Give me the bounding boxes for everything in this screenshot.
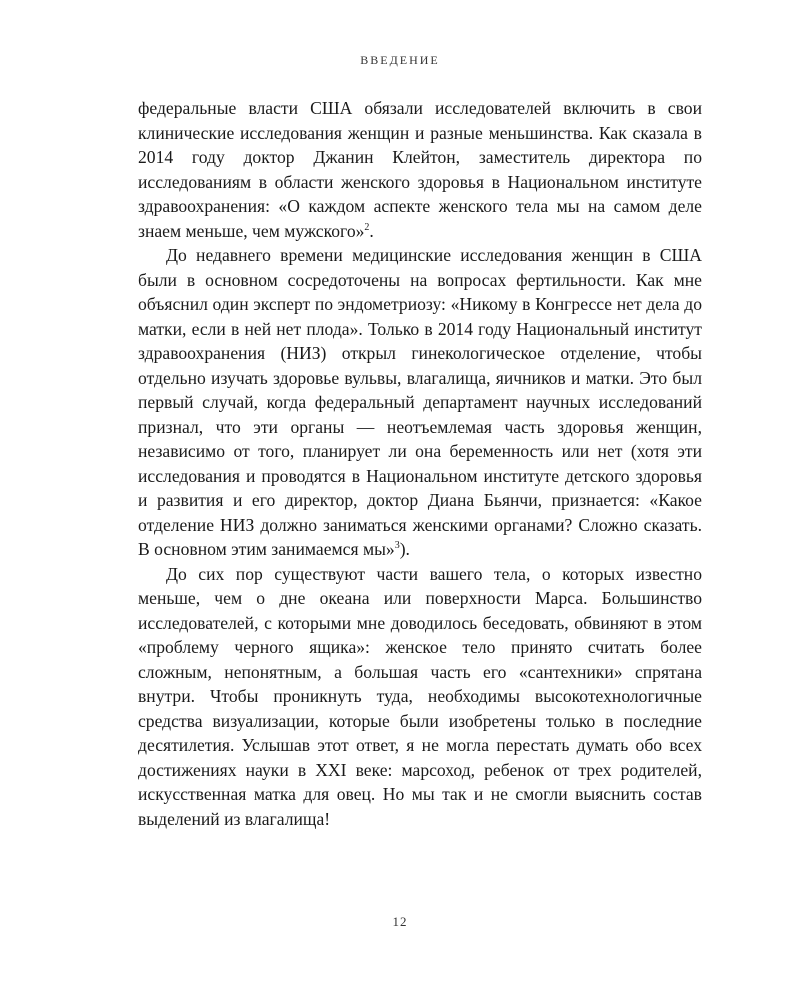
paragraph-3-text: До сих пор существуют части вашего тела, о которых известно меньше, чем о дне океана или поверхности Марса. Большинство исследователей, с которыми мне доводилось беседовать, обвиняют в этом «проблему черного ящика»: женское тело принято считать более сложным, непонятным, а большая часть его «сантехники» спрятана внутри. Чтобы проникнуть туда, необходимы высокотехнологичные средства визуализации, которые были изобретены только в последние десятилетия. Услышав этот ответ, я не могла перестать думать обо всех достижениях науки в XXI веке: марсоход, ребенок от трех родителей, искусственная матка для овец. Но мы так и не смогли выяснить состав выделений из влагалища! (138, 563, 702, 829)
paragraph-2-end: ). (399, 539, 410, 559)
footnote-ref-2[interactable]: 2 (364, 221, 370, 233)
paragraph-3 (138, 562, 702, 832)
paragraph-1-text: федеральные власти США обязали исследователей включить в свои клинические исследования женщин и разные меньшинства. Как сказала в 2014 году доктор Джанин Клейтон, заместитель директора по исследованиям в области женского здоровья в Национальном институте здравоохранения: «О каждом аспекте женского тела мы на самом деле знаем меньше, чем мужского» (138, 98, 702, 241)
running-head: ВВЕДЕНИЕ (360, 53, 440, 67)
page-number: 12 (392, 914, 408, 929)
body-text (138, 96, 702, 831)
paragraph-1-end: . (369, 220, 374, 241)
paragraph-1 (138, 96, 702, 243)
paragraph-2-text: До недавнего времени медицинские исследования женщин в США были в основном сосредоточены на вопросах фертильности. Как мне объяснил один эксперт по эндометриозу: «Никому в Конгрессе нет дела до матки, если в ней нет плода». Только в 2014 году Национальный институт здравоохранения (НИЗ) открыл гинекологическое отделение, чтобы отдельно изучать здоровье вульвы, влагалища, яичников и матки. Это был первый случай, когда федеральный департамент научных исследований признал, что эти органы — неотъемлемая часть здоровья женщин, независимо от того, планирует ли она беременность или нет (хотя эти исследования и проводятся в Национальном институте детского здоровья и развития и его директор, доктор Диана Бьянчи, признается: «Какое отделение НИЗ должно заниматься женскими органами? Сложно сказать. В основном этим занимаемся мы» (138, 245, 702, 559)
paragraph-2 (138, 243, 702, 562)
footnote-ref-3[interactable]: 3 (394, 540, 400, 552)
